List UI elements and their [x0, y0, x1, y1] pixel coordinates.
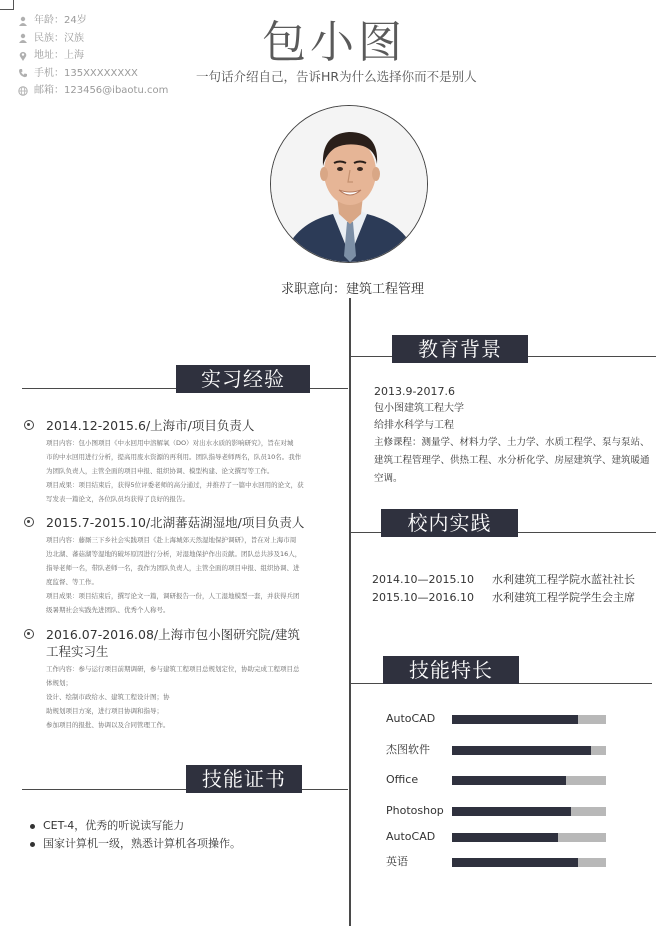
campus-item-role: 水利建筑工程学院水蓝社社长 [492, 573, 635, 586]
experience-item-title: 2014.12-2015.6/上海市/项目负责人 [24, 417, 326, 434]
skill-bar [452, 807, 571, 816]
skill-bar-track [452, 776, 606, 785]
experience-item [24, 417, 326, 506]
skill-label: Photoshop [386, 803, 444, 817]
skill-bar [452, 776, 566, 785]
experience-item-body: 项目内容：藤厮三下乡社会实践项目《赴上海城郊天然湿地保护调研》，旨在对上海市周 边北湖、蕃菇湖等湿地的破坏原因进行分析，对湿地保护作出贡献。团队总共涉及16人， 指导老师一名，带队老师一名，我作为团队负责人，主管全面的项目申报、组织协调、进 度监督、等工作。 项目成果：项目结束后，撰写论文一篇，调研报告一份，人工湿地模型一套，并获得兵团 级暑期社会实践先进团队、优秀个人称号。 [46, 536, 302, 614]
skill-label: 杰图软件 [386, 743, 430, 756]
info-ethnicity-text: 民族：汉族 [34, 32, 84, 44]
skill-bar [452, 858, 578, 867]
education-block [374, 383, 654, 488]
skill-row [386, 741, 611, 757]
skill-bar-track [452, 833, 606, 842]
phone-icon [18, 68, 28, 78]
skill-row [386, 710, 611, 726]
education-school: 包小图建筑工程大学 [374, 403, 464, 414]
info-phone-text: 手机：135XXXXXXXX [34, 67, 138, 79]
skill-row [386, 771, 611, 787]
section-certificates-title: 技能证书 [186, 765, 302, 793]
bullet-ring-icon [24, 517, 34, 527]
experience-item [24, 514, 326, 617]
section-experience-title: 实习经验 [176, 365, 310, 393]
personal-info [18, 12, 168, 100]
info-address [18, 47, 168, 65]
skill-label: 英语 [386, 855, 408, 868]
campus-item-period: 2014.10—2015.10 [372, 573, 474, 586]
bullet-dot-icon [30, 824, 35, 829]
avatar [270, 105, 428, 263]
info-email-text: 邮箱：123456@ibaotu.com [34, 85, 169, 96]
skill-label: AutoCAD [386, 711, 436, 725]
skill-bar-track [452, 858, 606, 867]
certificate-item: 国家计算机一级，熟悉计算机各项操作。 [30, 835, 241, 853]
info-email [18, 82, 168, 100]
certificates-list [30, 817, 241, 853]
info-address-text: 地址：上海 [34, 50, 84, 61]
candidate-name: 包小图 [262, 17, 406, 68]
campus-item-period: 2015.10—2016.10 [372, 591, 474, 604]
experience-item [24, 626, 326, 738]
section-campus-title: 校内实践 [381, 509, 518, 537]
campus-item [372, 571, 652, 589]
center-divider [349, 298, 351, 926]
experience-item-title: 2016.07-2016.08/上海市包小图研究院/建筑工程实习生 [24, 626, 326, 660]
person-icon [18, 16, 28, 26]
campus-item-role: 水利建筑工程学院学生会主席 [492, 591, 635, 604]
education-major: 给排水科学与工程 [374, 420, 454, 431]
skill-label: AutoCAD [386, 829, 436, 843]
bullet-dot-icon [30, 842, 35, 847]
bullet-ring-icon [24, 629, 34, 639]
skill-row [386, 802, 611, 818]
education-period: 2013.9-2017.6 [374, 385, 455, 398]
experience-item-body: 项目内容：包小图项目《中水回用中溶解氧（DO）对出水水质的影响研究》，旨在对城 市的中水回用进行分析，提高用废水资源的再利用。团队指导老师两名，队员10名。我作 为团队负责人，主管全面的项目申报、组织协调、模型构建、论文撰写等工作。 项目成果：项目结束后，获得5位评委老师的高分通过，并推荐了一篇中水回用的论文，获 写发表一篇论文，各位队员均获得了良好的报告。 [46, 439, 304, 503]
campus-item [372, 589, 652, 607]
education-courses: 主修课程：测量学、材料力学、土力学、水质工程学、泵与泵站、建筑工程管理学、供热工程、水分析化学、房屋建筑学、建筑暖通空调。 [374, 437, 650, 484]
info-ethnicity [18, 30, 168, 48]
location-pin-icon [18, 51, 28, 61]
motto: 一句话介绍自己，告诉HR为什么选择你而不是别人 [196, 69, 477, 84]
globe-icon [18, 86, 28, 96]
info-age [18, 12, 168, 30]
section-skills-title: 技能特长 [383, 656, 519, 684]
skill-row [386, 853, 611, 869]
skill-bar-track [452, 807, 606, 816]
skill-label: Office [386, 772, 419, 786]
campus-list [372, 571, 652, 607]
info-age-text: 年龄：24岁 [34, 15, 87, 26]
bullet-ring-icon [24, 420, 34, 430]
job-objective: 求职意向：建筑工程管理 [281, 282, 425, 297]
certificate-item: CET-4，优秀的听说读写能力 [30, 817, 241, 835]
experience-item-title: 2015.7-2015.10/北湖蕃菇湖湿地/项目负责人 [24, 514, 326, 531]
person-icon [18, 33, 28, 43]
skill-bar [452, 833, 558, 842]
corner-crop-mark [0, 0, 14, 10]
info-phone [18, 65, 168, 83]
skill-bar [452, 746, 591, 755]
skill-bar [452, 715, 578, 724]
experience-item-body: 工作内容：参与运行项目前期调研，参与建筑工程项目总规划定位，协助完成工程项目总 体规划； 设计、绘制市政给水、建筑工程设计图；协 助规划项目方案，进行项目协调和指导； 参加项目的报批、协调以及合同管理工作。 [46, 665, 300, 729]
skill-bar-track [452, 746, 606, 755]
avatar-portrait [271, 106, 428, 263]
section-education-title: 教育背景 [392, 335, 528, 363]
skill-row [386, 828, 611, 844]
skill-bar-track [452, 715, 606, 724]
